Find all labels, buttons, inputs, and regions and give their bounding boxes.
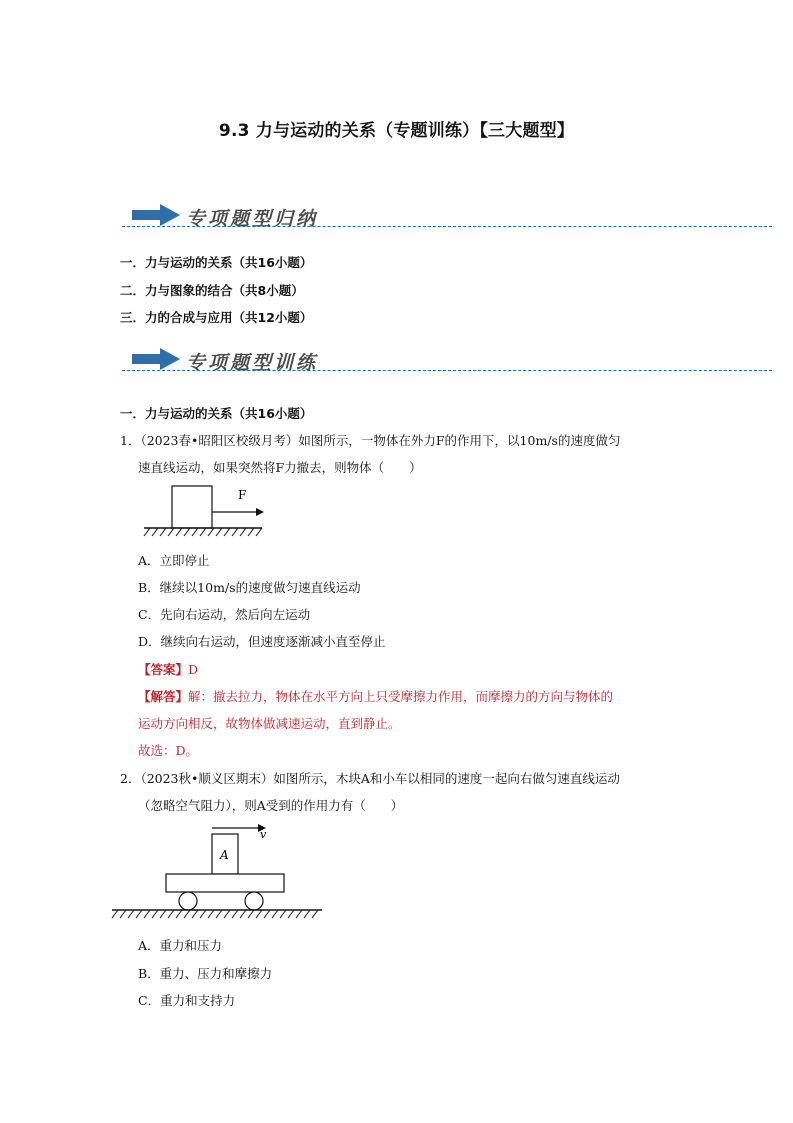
dashed-divider [122,226,772,227]
right-arrow-icon [132,348,180,370]
q1-analysis-line1 [138,687,613,705]
q1-analysis-line2: 运动方向相反，故物体做减速运动，直到静止。 [138,716,401,731]
q1-option-d[interactable]: D．继续向右运动，但速度逐渐减小直至停止 [138,634,386,649]
q2-option-b[interactable]: B．重力、压力和摩擦力 [138,966,273,981]
table-of-contents [120,253,312,336]
page-title: 9.3 力与运动的关系（专题训练）【三大题型】 [218,121,575,141]
toc-item[interactable]: 二．力与图象的结合（共8小题） [120,282,304,298]
q1-answer [138,660,198,678]
q1-stem-line2: 速直线运动，如果突然将F力撤去，则物体（ ） [138,460,422,475]
q1-option-b[interactable]: B．继续以10m/s的速度做匀速直线运动 [138,580,361,595]
toc-item[interactable]: 三．力的合成与应用（共12小题） [120,310,313,325]
dashed-divider [122,370,772,371]
q2-option-a[interactable]: A．重力和压力 [138,938,223,953]
section-heading: 一．力与运动的关系（共16小题） [120,406,313,421]
answer-tag: 【答案】 [138,662,189,677]
analysis-tag: 【解答】 [138,689,189,704]
q1-option-c[interactable]: C．先向右运动，然后向左运动 [138,607,311,622]
q2-stem-line1: 2．（2023秋•顺义区期末）如图所示，木块A和小车以相同的速度一起向右做匀速直线运动 [120,771,620,786]
q2-cart-block-figure [108,818,328,926]
section-banner-training [122,344,772,378]
section-banner-summary [122,200,772,234]
q1-option-a[interactable]: A．立即停止 [138,553,210,568]
q1-choice: 故选：D。 [138,743,199,758]
banner-summary-title: 专项题型归纳 [186,208,319,230]
banner-training-title: 专项题型训练 [186,352,319,374]
q2-block-label: A [220,848,229,862]
q2-stem-line2: （忽略空气阻力），则A受到的作用力有（ ） [138,798,404,813]
q1-force-label: F [238,488,247,502]
analysis-text: 解：撤去拉力，物体在水平方向上只受摩擦力作用，而摩擦力的方向与物体的 [188,689,614,704]
answer-value: D [188,662,199,677]
q2-velocity-label: v [260,828,267,841]
q1-block-force-figure [138,482,268,540]
q1-stem-line1: 1．（2023春•昭阳区校级月考）如图所示，一物体在外力F的作用下，以10m/s的速度做匀 [120,433,621,448]
toc-item[interactable]: 一．力与运动的关系（共16小题） [120,255,313,270]
right-arrow-icon [132,204,180,226]
q2-option-c[interactable]: C．重力和支持力 [138,993,236,1008]
